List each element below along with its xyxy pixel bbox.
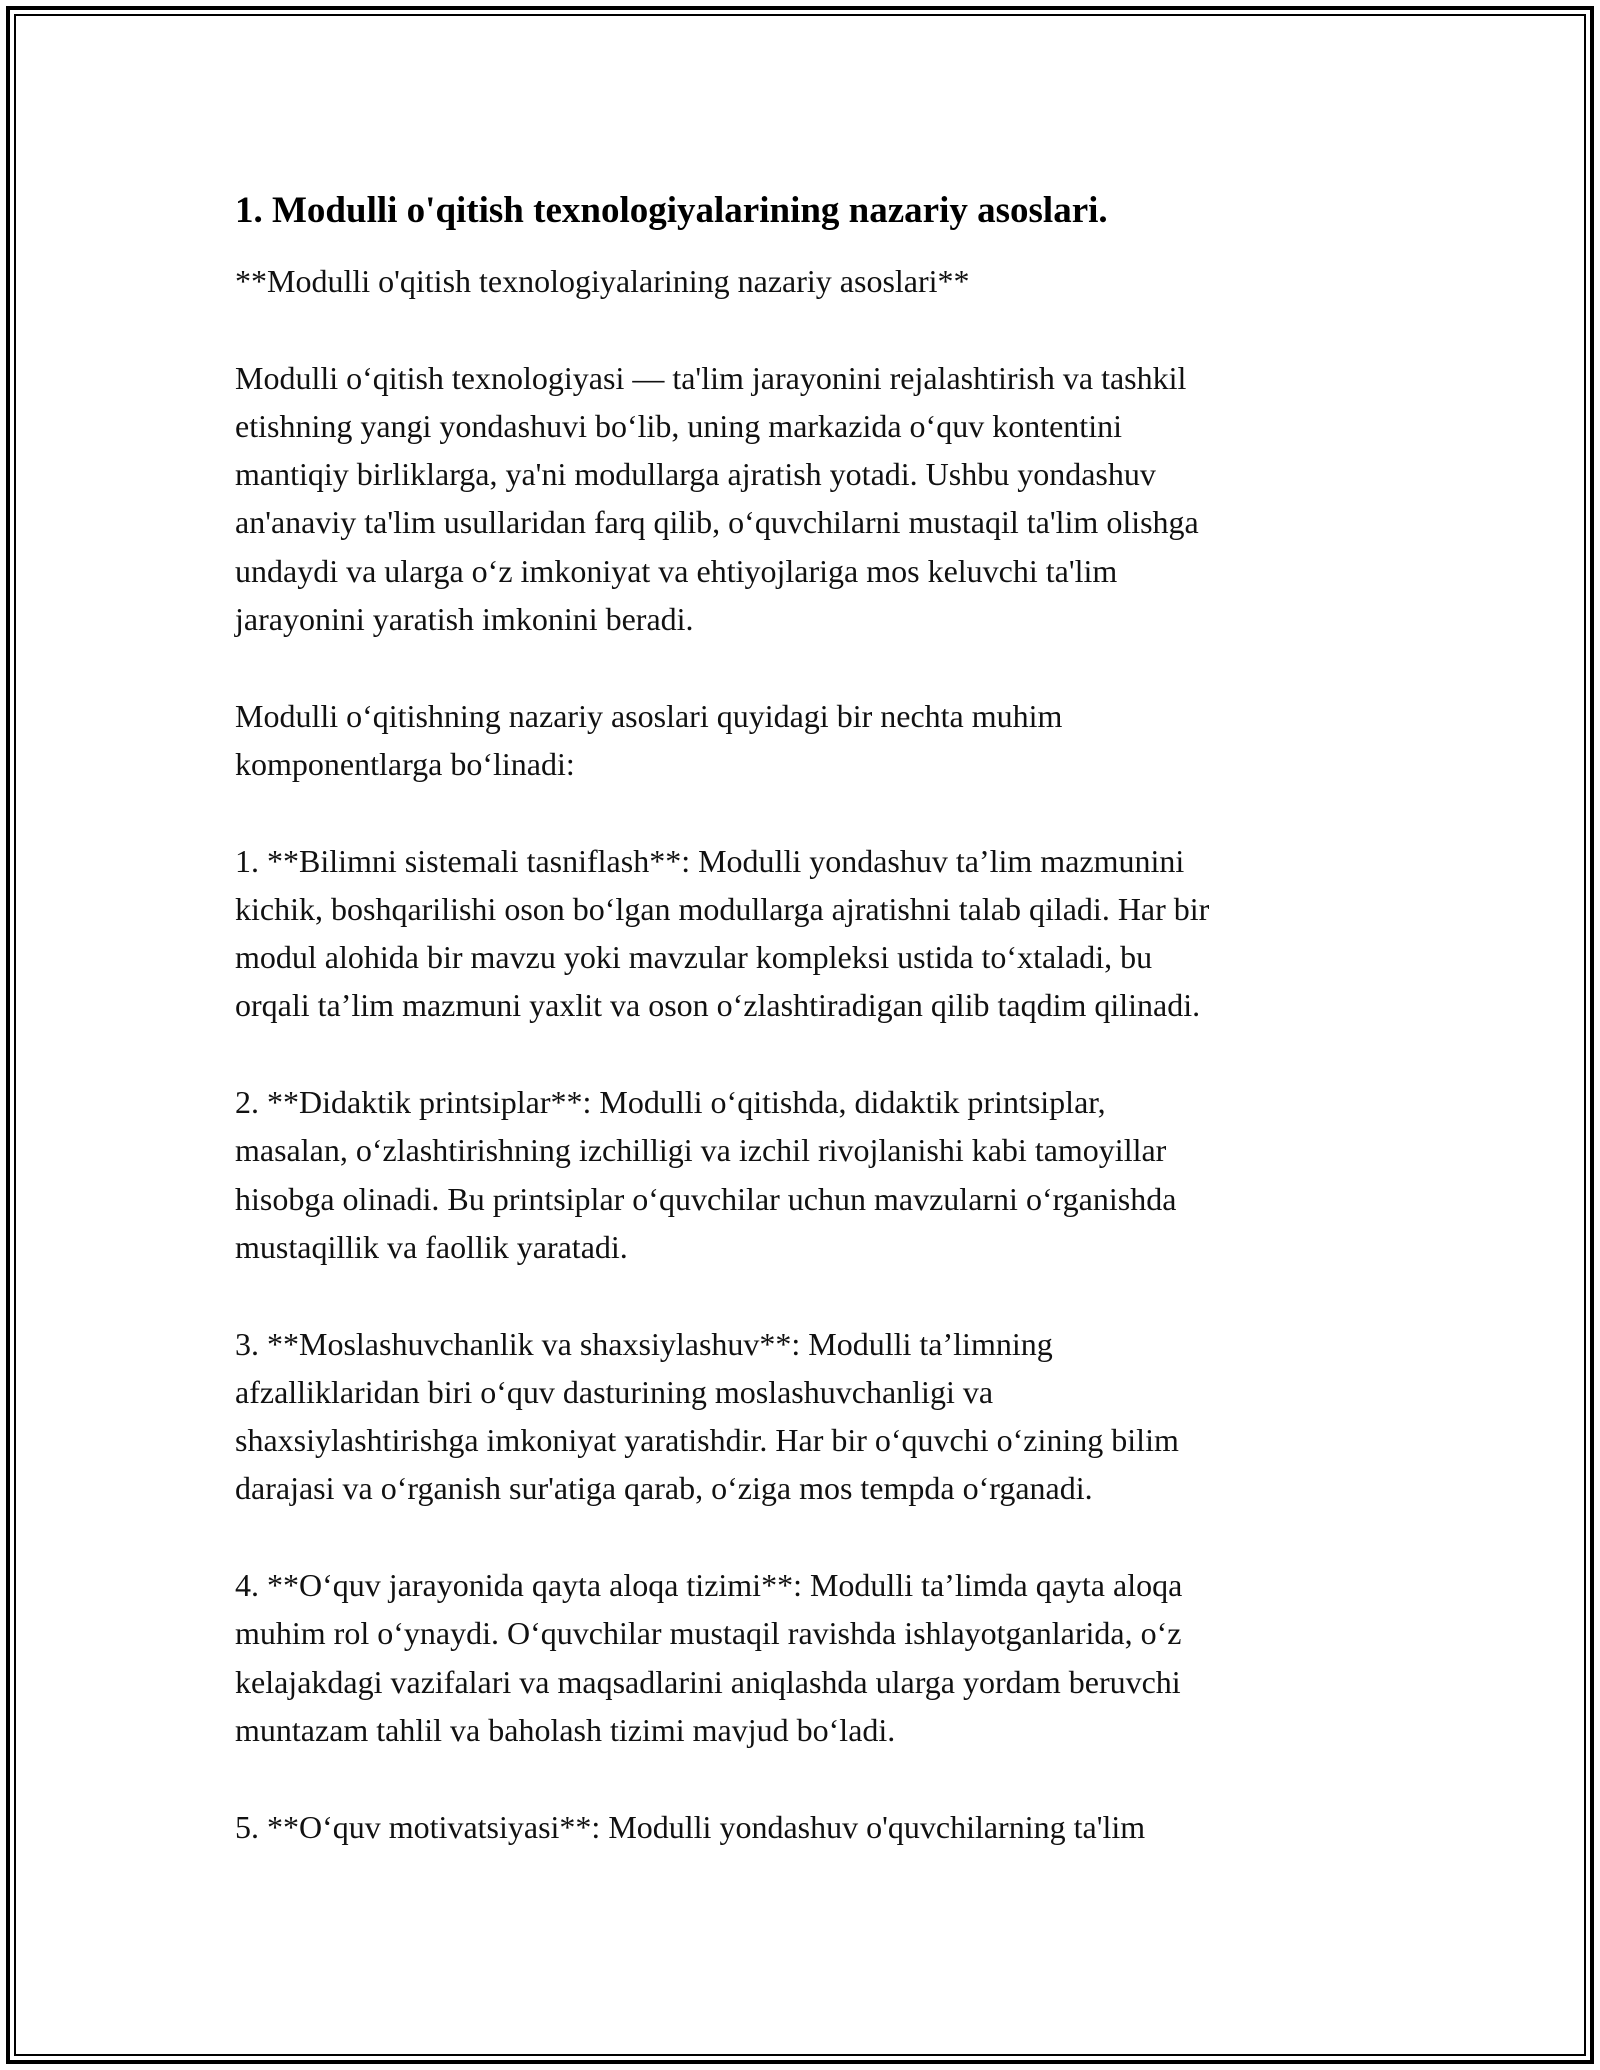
paragraph-intro: Modulli o‘qitish texnologiyasi — ta'lim jarayonini rejalashtirish va tashkil etishning yangi yondashuvi bo‘lib, uning markazida o‘quv kontentini mantiqiy birliklarga, ya'ni modullarga ajratish yotadi. Ushbu yondashuv an'anaviy ta'lim usullaridan farq qilib, o‘quvchilarni mustaqil ta'lim olishga undaydi va ularga o‘z imkoniyat va ehtiyojlariga mos keluvchi ta'lim jarayonini yaratish imkonini beradi. [235, 359, 1199, 638]
document-body [235, 185, 1365, 1899]
list-item-4: 4. **O‘quv jarayonida qayta aloqa tizimi**: Modulli ta’limda qayta aloqa muhim rol o‘ynaydi. O‘quvchilar mustaqil ravishda ishlayotganlarida, o‘z kelajakdagi vazifalari va maqsadlarini aniqlashda ularga yordam beruvchi muntazam tahlil va baholash tizimi mavjud bo‘ladi. [235, 1567, 1183, 1748]
list-item-3: 3. **Moslashuvchanlik va shaxsiylashuv**: Modulli ta’limning afzalliklaridan biri o‘quv dasturining moslashuvchanligi va shaxsiylashtirishga imkoniyat yaratishdir. Har bir o‘quvchi o‘zining bilim darajasi va o‘rganish sur'atiga qarab, o‘ziga mos tempda o‘rganadi. [235, 1325, 1179, 1507]
paragraph-components: Modulli o‘qitishning nazariy asoslari quyidagi bir nechta muhim komponentlarga bo‘linadi: [235, 697, 1063, 782]
list-item-2: 2. **Didaktik printsiplar**: Modulli o‘qitishda, didaktik printsiplar, masalan, o‘zlashtirishning izchilligi va izchil rivojlanishi kabi tamoyillar hisobga olinadi. Bu printsiplar o‘quvchilar uchun mavzularni o‘rganishda mustaqillik va faollik yaratadi. [235, 1084, 1177, 1265]
list-item-1: 1. **Bilimni sistemali tasniflash**: Modulli yondashuv ta’lim mazmunini kichik, boshqarilishi oson bo‘lgan modullarga ajratishni talab qiladi. Har bir modul alohida bir mavzu yoki mavzular kompleksi ustida to‘xtaladi, bu orqali ta’lim mazmuni yaxlit va oson o‘zlashtiradigan qilib taqdim qilinadi. [235, 842, 1210, 1024]
section-heading: 1. Modulli o'qitish texnologiyalarining nazariy asoslari. [235, 190, 1108, 231]
list-item-5: 5. **O‘quv motivatsiyasi**: Modulli yondashuv o'quvchilarning ta'lim [235, 1808, 1146, 1845]
paragraph-subtitle: **Modulli o'qitish texnologiyalarining nazariy asoslari** [235, 263, 970, 299]
